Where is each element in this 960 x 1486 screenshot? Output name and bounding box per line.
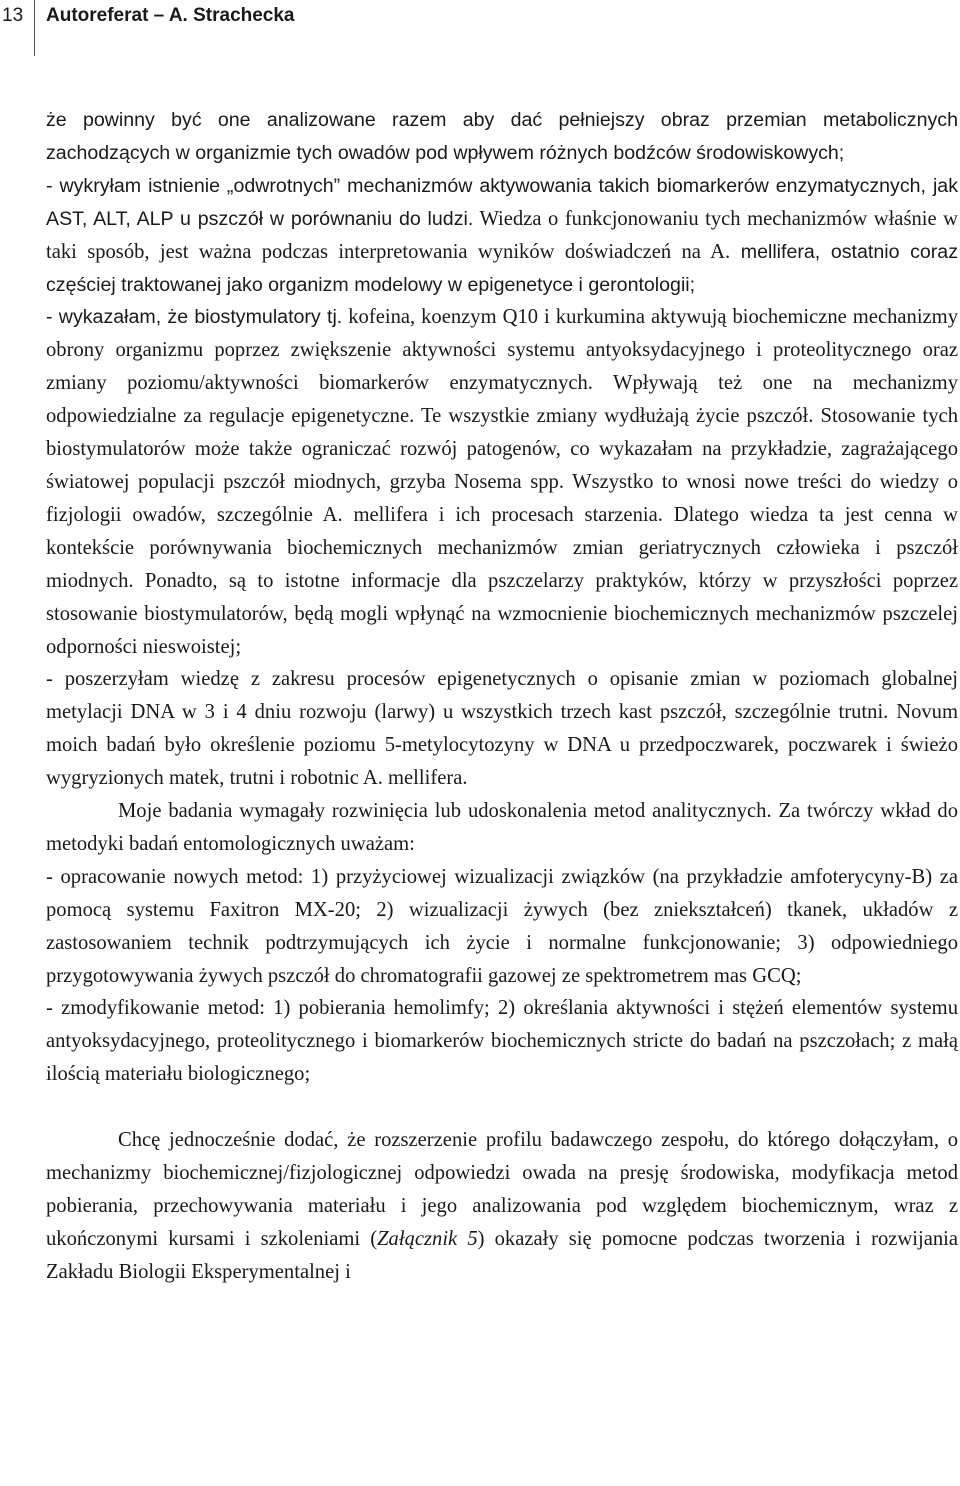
document-body [46, 104, 958, 1289]
paragraph: Moje badania wymagały rozwinięcia lub udoskonalenia metod analitycznych. Za twórczy wkład do metodyki badań entomologicznych uważam: [46, 800, 958, 855]
running-title: Autoreferat – A. Strachecka [46, 5, 295, 26]
paragraph-gap [46, 1091, 958, 1124]
page-header [0, 0, 960, 60]
page-number: 13 [2, 5, 24, 26]
paragraph: - wykazałam, że biostymulatory tj. kofeina, koenzym Q10 i kurkumina aktywują biochemiczne mechanizmy obrony organizmu poprzez zwiększenie aktywności systemu antyoksydacyjnego i proteolitycznego oraz zmiany poziomu/aktywności biomarkerów enzymatycznych. Wpływają też one na mechanizmy odpowiedzialne za regulacje epigenetyczne. Te wszystkie zmiany wydłużają życie pszczół. Stosowanie tych biostymulatorów może także ograniczać rozwój patogenów, co wykazałam na przykładzie, zagrażającego światowej populacji pszczół miodnych, grzyba Nosema spp. Wszystko to wnosi nowe treści do wiedzy o fizjologii owadów, szczególnie A. mellifera i ich procesach starzenia. Dlatego wiedza ta jest cenna w kontekście porównywania biochemicznych mechanizmów zmian geriatrycznych człowieka i pszczół miodnych. Ponadto, są to istotne informacje dla pszczelarzy praktyków, którzy w przyszłości poprzez stosowanie biostymulatorów, będą mogli wpłynąć na wzmocnienie biochemicznych mechanizmów pszczelej odporności nieswoistej; [46, 306, 958, 658]
paragraph: - zmodyfikowanie metod: 1) pobierania hemolimfy; 2) określania aktywności i stężeń elementów systemu antyoksydacyjnego, proteolitycznego i biomarkerów biochemicznych stricte do badań na pszczołach; z małą ilością materiału biologicznego; [46, 997, 958, 1086]
paragraph: - opracowanie nowych metod: 1) przyżyciowej wizualizacji związków (na przykładzie amfoterycyny-B) za pomocą systemu Faxitron MX-20; 2) wizualizacji żywych (bez zniekształceń) tkanek, układów z zastosowaniem technik podtrzymujących ich życie i normalne funkcjonowanie; 3) odpowiedniego przygotowywania żywych pszczół do chromatografii gazowej ze spektrometrem mas GCQ; [46, 865, 958, 987]
paragraph: Chcę jednocześnie dodać, że rozszerzenie profilu badawczego zespołu, do którego dołączyłam, o mechanizmy biochemicznej/fizjologicznej odpowiedzi owada na presję środowiska, modyfikacja metod pobierania, przechowywania materiału i jego analizowania pod względem biochemicznym, wraz z ukończonymi kursami i szkoleniami (Załącznik 5) okazały się pomocne podczas tworzenia i rozwijania Zakładu Biologii Eksperymentalnej i [46, 1129, 958, 1283]
attachment-reference: Załącznik 5 [377, 1227, 478, 1250]
paragraph: - wykryłam istnienie „odwrotnych” mechanizmów aktywowania takich biomarkerów enzymatycznych, jak AST, ALT, ALP u pszczół w porównaniu do ludzi. Wiedza o funkcjonowaniu tych mechanizmów właśnie w taki sposób, jest ważna podczas interpretowania wyników doświadczeń na A. mellifera, ostatnio coraz częściej traktowanej jako organizm modelowy w epigenetyce i gerontologii; [46, 174, 958, 296]
paragraph: że powinny być one analizowane razem aby dać pełniejszy obraz przemian metabolicznych zachodzących w organizmie tych owadów pod wpływem różnych bodźców środowiskowych; [46, 109, 958, 164]
header-divider [34, 0, 35, 56]
paragraph: - poszerzyłam wiedzę z zakresu procesów epigenetycznych o opisanie zmian w poziomach globalnej metylacji DNA w 3 i 4 dniu rozwoju (larwy) u wszystkich trzech kast pszczół, szczególnie trutni. Novum moich badań było określenie poziomu 5-metylocytozyny w DNA u przedpoczwarek, poczwarek i świeżo wygryzionych matek, trutni i robotnic A. mellifera. [46, 668, 958, 790]
